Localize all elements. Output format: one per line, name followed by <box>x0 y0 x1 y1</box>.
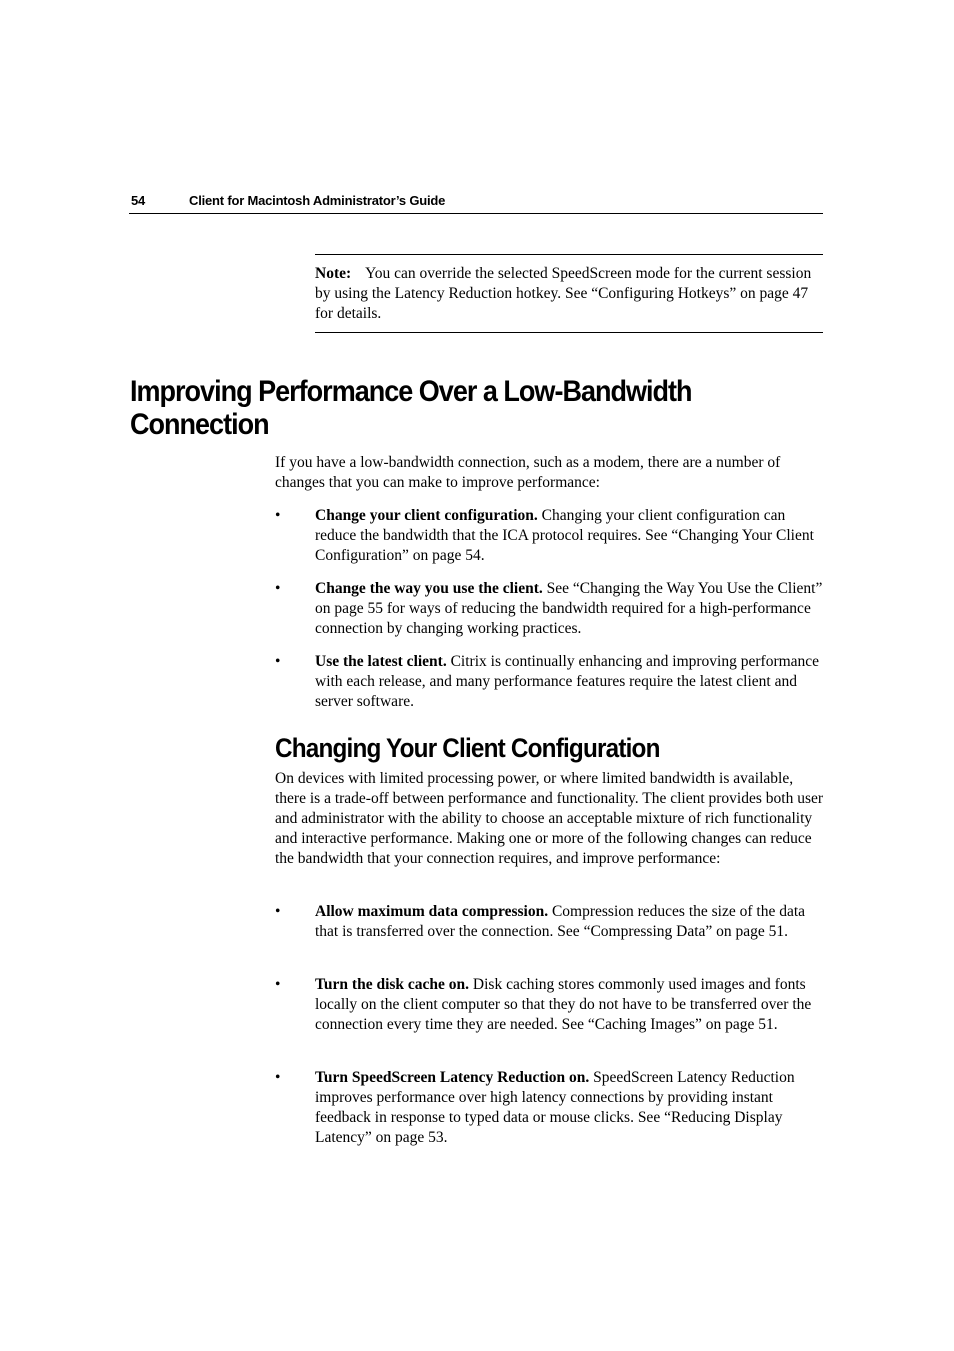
list-item-lead: Turn the disk cache on. <box>315 976 470 993</box>
section-intro: If you have a low-bandwidth connection, such as a modem, there are a number of changes that you can make to improve performance: <box>275 454 781 491</box>
list-item-text: See “Changing the Way You Use the Client” on page 55 for ways of reducing the bandwidth required for a high-performance connection by changing working practices. <box>315 580 823 637</box>
list-item-lead: Allow maximum data compression. <box>315 903 549 920</box>
subsection-intro: On devices with limited processing power, or where limited bandwidth is available, there is a trade-off between performance and functionality. The client provides both user and administrator with the ability to choose an acceptable mixture of rich functionality and interactive performance. Making one or more of the following changes can reduce the bandwidth that your connection requires, and improve performance: <box>275 770 824 867</box>
page-number: 54 <box>131 193 146 208</box>
note-text: You can override the selected SpeedScreen mode for the current session by using the Latency Reduction hotkey. See “Configuring Hotkeys” on page 47 for details. <box>315 265 812 322</box>
section-heading: Improving Performance Over a Low-Bandwidth Connection <box>130 375 692 441</box>
note-box <box>315 254 823 333</box>
list-item-text: Changing your client configuration can reduce the bandwidth that the ICA protocol requires. See “Changing Your Client Configuration” on page 54. <box>315 507 814 564</box>
list-item <box>275 579 825 639</box>
list-item-lead: Turn SpeedScreen Latency Reduction on. <box>315 1069 590 1086</box>
note-label: Note: <box>315 265 352 282</box>
subsection-heading: Changing Your Client Configuration <box>275 733 660 763</box>
list-item-text: Citrix is continually enhancing and improving performance with each release, and many performance features require the latest client and server software. <box>315 653 820 710</box>
guide-title: Client for Macintosh Administrator’s Guide <box>189 193 446 208</box>
list-item-lead: Use the latest client. <box>315 653 447 670</box>
list-item-lead: Change your client configuration. <box>315 507 538 524</box>
bullet-icon: • <box>275 976 281 993</box>
list-item <box>275 902 825 942</box>
list-item <box>275 652 825 712</box>
list-item-text: Disk caching stores commonly used images and fonts locally on the client computer so that they do not have to be transferred over the connection every time they are needed. See “Caching Images” on page 51. <box>315 976 812 1033</box>
bullet-icon: • <box>275 580 281 597</box>
bullet-icon: • <box>275 1069 281 1086</box>
bullet-icon: • <box>275 507 281 524</box>
list-item-text: Compression reduces the size of the data that is transferred over the connection. See “Compressing Data” on page 51. <box>315 903 806 940</box>
bullet-icon: • <box>275 903 281 920</box>
list-item-text: SpeedScreen Latency Reduction improves performance over high latency connections by providing instant feedback in response to typed data or mouse clicks. See “Reducing Display Latency” on page 53. <box>315 1069 795 1146</box>
list-item <box>275 975 825 1035</box>
list-item <box>275 506 825 566</box>
running-header <box>129 191 823 214</box>
list-item-lead: Change the way you use the client. <box>315 580 543 597</box>
list-item <box>275 1068 825 1148</box>
bullet-icon: • <box>275 653 281 670</box>
